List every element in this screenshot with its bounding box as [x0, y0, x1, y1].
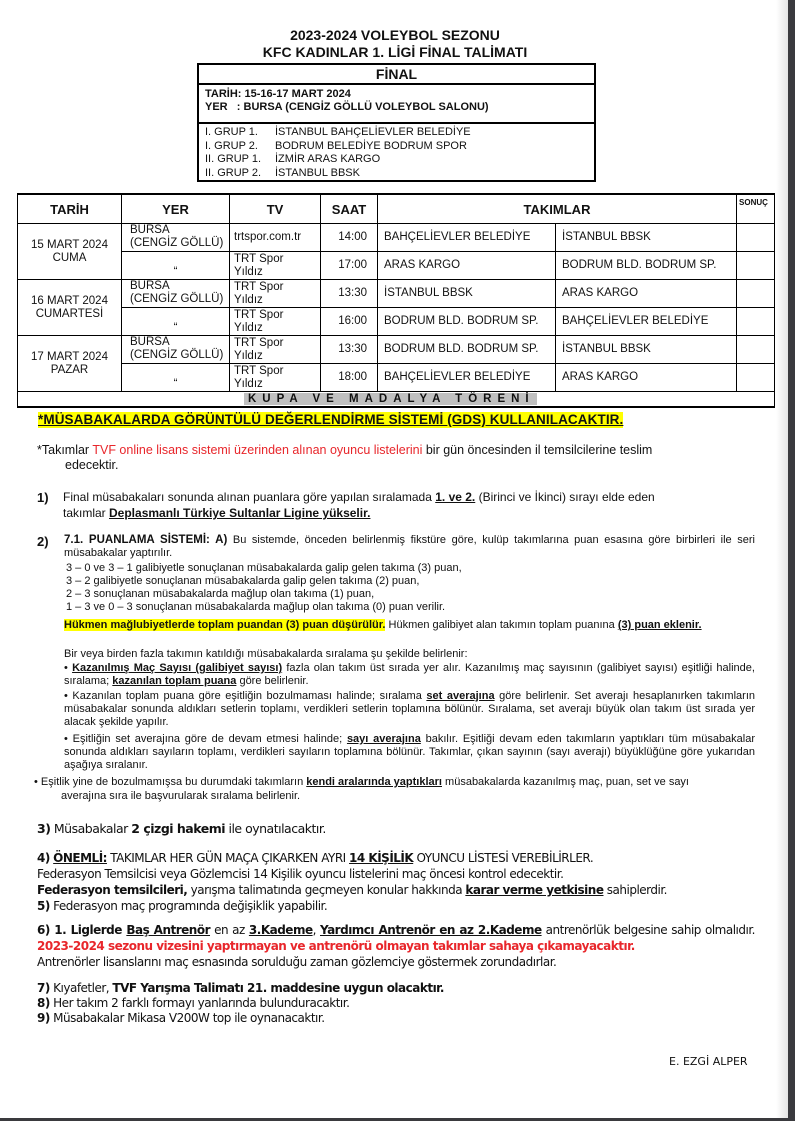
item-number: 7): [37, 981, 50, 995]
note-text: edecektir.: [65, 458, 119, 472]
item-heading: 7.1. PUANLAMA SİSTEMİ: A): [64, 534, 228, 546]
day-date: 15 MART 2024: [31, 238, 108, 251]
item-text: göre belirlenir.: [236, 675, 309, 687]
match-row: [18, 252, 775, 280]
gds-notice: *MÜSABAKALARDA GÖRÜNTÜLÜ DEĞERLENDİRME SİSTEMİ (GDS) KULLANILACAKTIR.: [38, 412, 624, 427]
group-label: II. GRUP 1.: [205, 153, 262, 165]
ranking-bullet: [64, 733, 755, 772]
tv-channel: TRT Spor: [234, 308, 284, 321]
item-text: göre belirlenir. Set averajı hesaplanırken takımların müsabakalar sonunda aldıkları setlerin toplamı, verdikleri setlerin toplamına bölünür. Sıralama, set averajı büyük olan takım üst sırada yer alacak şekilde yapılır.: [64, 690, 755, 728]
item-emphasis: 2 çizgi hakemi: [131, 821, 225, 836]
home-team: BODRUM BLD. BODRUM SP.: [378, 336, 556, 364]
item-text: Her takım 2 farklı formayı yanlarında bulunduracaktır.: [49, 996, 350, 1010]
item-number: 3): [37, 821, 51, 836]
final-info-box: [197, 63, 596, 182]
result-cell: [737, 336, 775, 364]
item-emphasis: Deplasmanlı Türkiye Sultanlar Ligine yükselir.: [109, 506, 371, 520]
away-team: İSTANBUL BBSK: [556, 336, 737, 364]
day-date: 16 MART 2024: [31, 294, 108, 307]
item-text: Müsabakalar: [50, 821, 132, 836]
place-cell: [122, 280, 230, 308]
tv-cell: [230, 336, 321, 364]
item-emphasis: sayı averajına: [346, 733, 421, 745]
place-city: BURSA: [130, 224, 170, 236]
match-row: [18, 308, 775, 336]
header-teams: TAKIMLAR: [378, 194, 737, 224]
ceremony-row: [18, 392, 775, 408]
item-text: • Eşitlik yine de bozulmamışsa bu durumdaki takımların: [34, 776, 307, 788]
item-emphasis: Baş Antrenör: [126, 923, 211, 937]
group-row: [205, 153, 594, 167]
group-team: İZMİR ARAS KARGO: [275, 153, 381, 165]
header-date: TARİH: [18, 194, 122, 224]
tv-cell: [230, 280, 321, 308]
time-cell: 13:30: [321, 280, 378, 308]
place-cell: [122, 336, 230, 364]
result-cell: [737, 364, 775, 392]
item-3: [37, 821, 326, 837]
place-venue: (CENGİZ GÖLLÜ): [130, 349, 224, 361]
day-cell: [18, 224, 122, 280]
item-emphasis: karar verme yetkisine: [465, 883, 604, 897]
item-text: OYUNCU LİSTESİ VEREBİLİRLER.: [413, 851, 594, 865]
item-text: (Birinci ve İkinci) sırayı elde eden: [475, 490, 655, 504]
item-number: 9): [37, 1011, 50, 1025]
group-row: [205, 140, 594, 154]
item-number: 4): [37, 851, 50, 865]
group-team: İSTANBUL BBSK: [275, 166, 360, 179]
item-text: antrenörlük belgesine sahip olmalıdır.: [541, 923, 755, 937]
item-4: [37, 850, 667, 914]
item-text: Federasyon Temsilcisi veya Gözlemcisi 14 Kişilik oyuncu listelerini maç öncesi kontrol edecektir.: [37, 867, 564, 881]
away-team: ARAS KARGO: [556, 280, 737, 308]
away-team: İSTANBUL BBSK: [556, 224, 737, 252]
tv-subchannel: Yıldız: [234, 321, 263, 334]
day-name: CUMA: [52, 251, 87, 264]
group-team: BODRUM BELEDİYE BODRUM SPOR: [275, 139, 467, 152]
ceremony-label: KUPA VE MADALYA TÖRENİ: [244, 393, 537, 405]
item-emphasis: Federasyon temsilcileri,: [37, 883, 188, 897]
item-emphasis: Kazanılmış Maç Sayısı (galibiyet sayısı): [72, 662, 283, 674]
item-emphasis: (3) puan eklenir.: [617, 619, 702, 631]
day-date: 17 MART 2024: [31, 350, 108, 363]
ceremony-cell: [18, 392, 775, 408]
header-result: SONUÇ: [737, 194, 775, 224]
match-row: [18, 336, 775, 364]
items-7-9: [37, 981, 444, 1026]
home-team: BAHÇELİEVLER BELEDİYE: [378, 224, 556, 252]
item-emphasis: 3.Kademe: [248, 923, 313, 937]
result-cell: [737, 308, 775, 336]
final-date-place: [199, 85, 594, 124]
player-list-note: [37, 443, 737, 473]
signature: E. EZGİ ALPER: [669, 1055, 748, 1068]
home-team: BAHÇELİEVLER BELEDİYE: [378, 364, 556, 392]
note-red-text: TVF online lisans sistemi üzerinden alınan oyuncu listelerini: [92, 443, 423, 457]
item-emphasis: 1. ve 2.: [435, 490, 476, 504]
item-text: • Kazanılan toplam puana göre eşitliğin bozulmaması halinde; sıralama: [64, 690, 427, 702]
item-text: Bu sistemde, önceden belirlenmiş fikstüre göre, kulüp takımlarına puan esasına göre birbirleri ile seri müsabakalar yaptırılır.: [64, 534, 755, 559]
place-ditto: “: [122, 364, 230, 392]
important-label: ÖNEMLİ:: [53, 851, 107, 865]
item-emphasis: kendi aralarında yaptıkları: [306, 776, 442, 788]
tv-subchannel: Yıldız: [234, 293, 263, 306]
item-emphasis: 1. Liglerde: [49, 923, 127, 937]
note-text: bir gün öncesinden il temsilcilerine teslim: [422, 443, 653, 457]
time-cell: 14:00: [321, 224, 378, 252]
home-team: ARAS KARGO: [378, 252, 556, 280]
final-heading: FİNAL: [199, 65, 594, 85]
result-cell: [737, 280, 775, 308]
final-place: YER : BURSA (CENGİZ GÖLLÜ VOLEYBOL SALONU): [205, 100, 489, 113]
group-row: [205, 167, 594, 181]
item-number: 1): [37, 490, 49, 505]
item-text: ile oynatılacaktır.: [225, 821, 326, 836]
tv-cell: [230, 308, 321, 336]
final-date: TARİH: 15-16-17 MART 2024: [205, 88, 351, 100]
item-number: 2): [37, 534, 49, 549]
schedule-table: [17, 193, 775, 408]
header-place: YER: [122, 194, 230, 224]
group-list: [199, 124, 594, 180]
place-ditto: “: [122, 252, 230, 280]
item-text: TAKIMLAR HER GÜN MAÇA ÇIKARKEN AYRI: [106, 851, 350, 865]
ranking-bullet: [34, 776, 755, 789]
point-rule: 3 – 2 galibiyetle sonuçlanan müsabakalarda galip gelen takıma (2) puan,: [66, 575, 420, 587]
place-venue: (CENGİZ GÖLLÜ): [130, 237, 224, 249]
item-text: takımlar: [63, 506, 110, 520]
item-emphasis: 14 KİŞİLİK: [349, 851, 414, 865]
match-row: [18, 224, 775, 252]
bullet: •: [64, 662, 73, 674]
ranking-bullet: [64, 662, 755, 688]
item-warning: 2023-2024 sezonu vizesini yaptırmayan ve antrenörü olmayan takımlar sahaya çıkamayacaktır.: [37, 939, 635, 953]
page-shadow: [776, 0, 788, 1121]
tv-cell: [230, 364, 321, 392]
item-6: [37, 922, 755, 970]
home-team: İSTANBUL BBSK: [378, 280, 556, 308]
item-text: Müsabakalar Mikasa V200W top ile oynanacaktır.: [49, 1011, 325, 1025]
result-cell: [737, 252, 775, 280]
point-rules: [66, 562, 462, 614]
tv-subchannel: Yıldız: [234, 377, 263, 390]
page-edge-right: [788, 0, 795, 1121]
point-rule: 3 – 0 ve 3 – 1 galibiyetle sonuçlanan müsabakalarda galip gelen takıma (3) puan,: [66, 562, 462, 574]
item-text: en az: [210, 923, 249, 937]
header-tv: TV: [230, 194, 321, 224]
item-text: • Eşitliğin set averajına göre de devam etmesi halinde;: [64, 733, 347, 745]
group-row: [205, 126, 594, 140]
point-rule: 1 – 3 ve 0 – 3 sonuçlanan müsabakalarda mağlup olan takıma (0) puan verilir.: [66, 601, 446, 613]
item-text: Antrenörler lisanslarını maç esnasında sorulduğu zaman gözlemciye göstermek zorundadırlar.: [37, 955, 557, 969]
item-1: [63, 489, 755, 505]
title-league: KFC KADINLAR 1. LİGİ FİNAL TALİMATI: [262, 44, 528, 60]
match-row: [18, 280, 775, 308]
ranking-bullet-cont: averajına sıra ile başvurularak sıralama belirlenir.: [61, 790, 301, 802]
group-label: I. GRUP 1.: [205, 126, 258, 138]
item-text: bakılır. Eşitliği devam eden takımların yaptıkları tüm müsabakalar sonunda aldıkları sayıların toplamı, verdikleri sayıların toplamına bölünür. Takımlar, çıkan sayının (sayı averajı) büyüklüğüne göre yukarıdan aşağıya sıralanır.: [64, 733, 756, 771]
time-cell: 16:00: [321, 308, 378, 336]
time-cell: 13:30: [321, 336, 378, 364]
forfeit-rule: [64, 619, 755, 632]
day-cell: [18, 336, 122, 392]
time-cell: 17:00: [321, 252, 378, 280]
tv-cell: [230, 252, 321, 280]
result-cell: [737, 224, 775, 252]
away-team: BODRUM BLD. BODRUM SP.: [556, 252, 737, 280]
tv-subchannel: Yıldız: [234, 349, 263, 362]
item-text: Federasyon maç programında değişiklik yapabilir.: [49, 899, 328, 913]
away-team: BAHÇELİEVLER BELEDİYE: [556, 308, 737, 336]
tv-cell: trtspor.com.tr: [230, 224, 321, 252]
tv-subchannel: Yıldız: [234, 265, 263, 278]
tv-channel: TRT Spor: [234, 364, 284, 377]
time-cell: 18:00: [321, 364, 378, 392]
place-cell: [122, 224, 230, 252]
match-row: [18, 364, 775, 392]
place-city: BURSA: [130, 336, 170, 348]
item-number: 5): [37, 899, 50, 913]
header-time: SAAT: [321, 194, 378, 224]
day-name: CUMARTESİ: [35, 307, 104, 320]
tv-channel: TRT Spor: [234, 252, 284, 265]
away-team: ARAS KARGO: [556, 364, 737, 392]
item-number: 6): [37, 923, 50, 937]
item-text: fazla olan takım üst sırada yer alır. Kazanılmış maç sayısının (galibiyet sayısı) eşitliği halinde, sıralama;: [64, 662, 755, 687]
highlighted-rule: Hükmen mağlubiyetlerde toplam puandan (3) puan düşürülür.: [64, 619, 386, 631]
place-venue: (CENGİZ GÖLLÜ): [130, 293, 224, 305]
item-text: Kıyafetler,: [49, 981, 113, 995]
place-ditto: “: [122, 308, 230, 336]
point-rule: 2 – 3 sonuçlanan müsabakalarda mağlup olan takıma (1) puan,: [66, 588, 375, 600]
item-text: yarışma talimatında geçmeyen konular hakkında: [187, 883, 466, 897]
item-text: sahiplerdir.: [603, 883, 667, 897]
place-city: BURSA: [130, 280, 170, 292]
ranking-bullet: [64, 690, 755, 729]
item-emphasis: Yardımcı Antrenör en az 2.Kademe: [320, 923, 542, 937]
group-team: İSTANBUL BAHÇELİEVLER BELEDİYE: [275, 126, 471, 138]
item-text: Hükmen galibiyet alan takımın toplam puanına: [385, 619, 618, 631]
ranking-intro: Bir veya birden fazla takımın katıldığı müsabakalarda sıralama şu şekilde belirlenir:: [64, 648, 468, 660]
item-number: 8): [37, 996, 50, 1010]
tv-channel: TRT Spor: [234, 336, 284, 349]
item-text: müsabakalarda kazanılmış maç, puan, set ve sayı: [441, 776, 689, 788]
group-label: I. GRUP 2.: [205, 139, 258, 152]
item-text: Final müsabakaları sonunda alınan puanlara göre yapılan sıralamada: [63, 490, 436, 504]
item-2-intro: [64, 534, 755, 560]
note-text: *Takımlar: [37, 443, 93, 457]
item-emphasis: set averajına: [426, 690, 495, 702]
group-label: II. GRUP 2.: [205, 166, 262, 179]
item-emphasis: kazanılan toplam puana: [112, 675, 237, 687]
item-1-line2: [63, 505, 370, 521]
home-team: BODRUM BLD. BODRUM SP.: [378, 308, 556, 336]
tv-channel: TRT Spor: [234, 280, 284, 293]
day-cell: [18, 280, 122, 336]
item-emphasis: TVF Yarışma Talimatı 21. maddesine uygun olacaktır.: [112, 981, 444, 995]
title-season: 2023-2024 VOLEYBOL SEZONU: [290, 27, 500, 43]
item-text: ,: [312, 923, 320, 937]
day-name: PAZAR: [50, 363, 89, 376]
